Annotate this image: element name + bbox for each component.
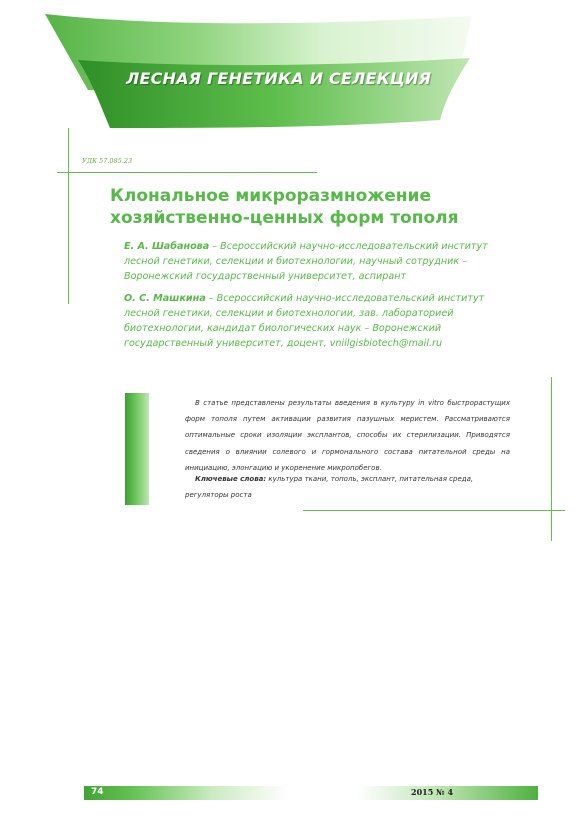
author-1-line3: Воронежский государственный университет, аспирант: [124, 271, 407, 282]
footer-bar: [84, 786, 538, 800]
author-2-name: О. С. Машкина: [124, 293, 206, 304]
keywords-label: Ключевые слова:: [195, 475, 267, 483]
article-title-line2: хозяйственно-ценных форм тополя: [110, 208, 459, 228]
keywords-text: культура ткани, тополь, эксплант, питательная среда, регуляторы роста: [185, 475, 474, 500]
udc-code: УДК 57.085.23: [82, 157, 133, 165]
article-title: [110, 185, 510, 229]
divider-top: [57, 172, 317, 173]
article-title-line1: Клональное микроразмножение: [110, 186, 431, 206]
divider-right-vertical: [551, 377, 552, 541]
section-title: ЛЕСНАЯ ГЕНЕТИКА И СЕЛЕКЦИЯ: [126, 69, 432, 88]
abstract-accent-bar: [125, 393, 149, 505]
keywords: [185, 471, 510, 503]
author-2-line2: лесной генетики, селекции и биотехнологии, зав. лабораторией: [124, 308, 454, 319]
author-2-line3: биотехнологии, кандидат биологических наук – Воронежский: [124, 323, 442, 334]
divider-bottom: [303, 510, 565, 511]
author-1: [124, 239, 524, 284]
divider-left-vertical: [68, 128, 69, 304]
abstract-text: В статье представлены результаты введения в культуру in vitro быстрорастущих форм тополя путем активации развития пазушных меристем. Рассматриваются оптимальные сроки изоляции эксплантов, способы их стерилизации. Приводятся сведения о влиянии солевого и гормонального состава питательной среды на инициацию, элонгацию и укоренение микропобегов.: [185, 399, 510, 472]
author-2-line1: – Всероссийский научно-исследовательский институт: [205, 293, 485, 304]
issue-number: 2015 № 4: [411, 787, 454, 797]
author-1-name: Е. А. Шабанова: [124, 241, 210, 252]
author-1-line2: лесной генетики, селекции и биотехнологии, научный сотрудник –: [124, 256, 467, 267]
author-2-line4: государственный университет, доцент, vniilgisbiotech@mail.ru: [124, 338, 443, 349]
author-2: [124, 291, 524, 351]
page-number: 74: [91, 787, 104, 797]
author-1-line1: – Всероссийский научно-исследовательский институт: [209, 241, 488, 252]
